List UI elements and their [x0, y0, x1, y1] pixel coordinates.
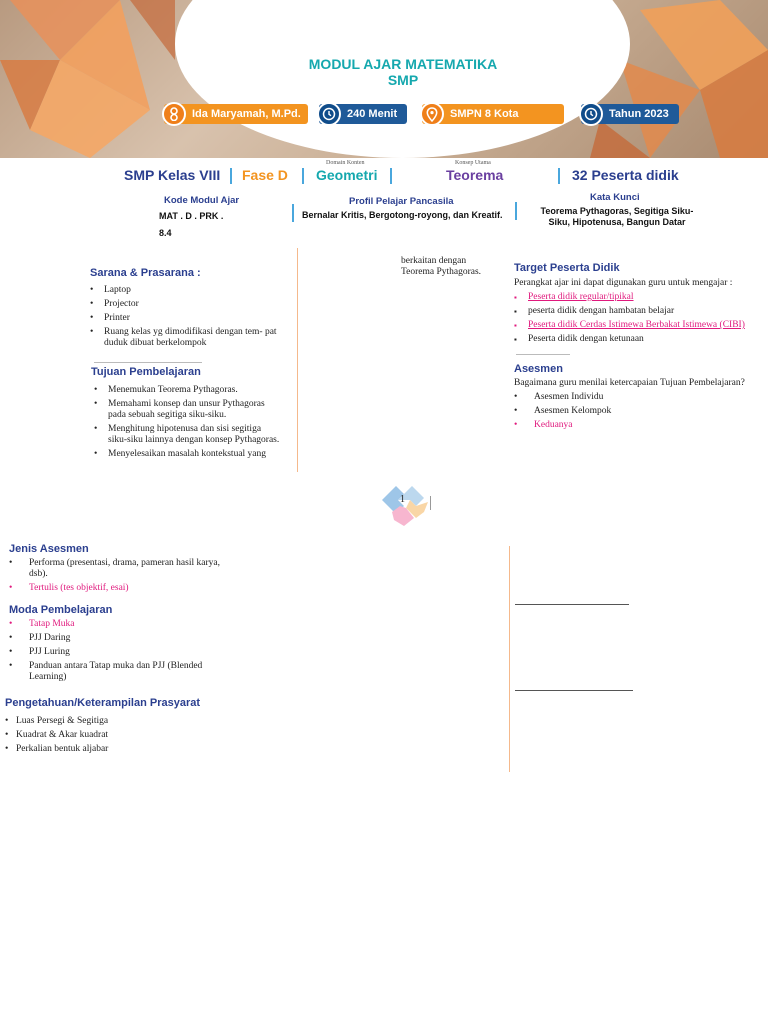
- title-line-2: SMP: [387, 72, 419, 88]
- clock-icon: [579, 102, 603, 126]
- separator: [230, 168, 232, 184]
- divider: [515, 690, 633, 691]
- module-code-line-2: 8.4: [159, 228, 172, 238]
- duration-pill: [319, 104, 407, 124]
- assessment-types-heading: Jenis Asesmen: [9, 543, 89, 555]
- list-item: • Tatap Muka: [9, 619, 239, 630]
- separator: [292, 204, 294, 222]
- header-banner: [0, 0, 768, 158]
- concept-label: Konsep Utama: [455, 160, 491, 166]
- assessment-types-list: [9, 558, 239, 597]
- objective-continuation: berkaitan dengan Teorema Pythagoras.: [401, 256, 482, 277]
- assessment-list: [514, 392, 714, 434]
- student-count: 32 Peserta didik: [572, 167, 679, 183]
- year-pill: [581, 104, 679, 124]
- learning-objectives-heading: Tujuan Pembelajaran: [91, 366, 201, 378]
- divider: [516, 354, 570, 355]
- list-item: • PJJ Daring: [9, 633, 239, 644]
- column-divider: [297, 248, 298, 472]
- phase: Fase D: [242, 167, 288, 183]
- list-item: • Asesmen Individu: [514, 392, 714, 403]
- facilities-heading: Sarana & Prasarana :: [90, 267, 201, 279]
- module-code-line-1: MAT . D . PRK .: [159, 211, 224, 221]
- list-item: • Luas Persegi & Segitiga: [5, 716, 235, 727]
- list-item: • Kuadrat & Akar kuadrat: [5, 730, 235, 741]
- learning-objectives-list: [94, 385, 280, 463]
- pancasila-profile: Bernalar Kritis, Bergotong-royong, dan Kreatif.: [302, 210, 503, 220]
- title-line-1: MODUL AJAR MATEMATIKA: [308, 56, 498, 72]
- keywords-label: Kata Kunci: [590, 192, 640, 203]
- domain-label: Domain Konten: [326, 160, 365, 166]
- duration-text: 240 Menit: [347, 108, 398, 120]
- separator: [515, 202, 517, 220]
- page-number-badge: [376, 478, 432, 530]
- list-item: • Perkalian bentuk aljabar: [5, 744, 235, 755]
- list-item: • Menemukan Teorema Pythagoras.: [94, 385, 280, 396]
- list-item: • Tertulis (tes objektif, esai): [9, 583, 239, 594]
- divider: [94, 362, 202, 363]
- target-intro: Perangkat ajar ini dapat digunakan guru untuk mengajar :: [514, 278, 733, 288]
- prerequisites-list: [5, 716, 235, 758]
- clock-icon: [317, 102, 341, 126]
- column-divider: [509, 546, 510, 772]
- learning-mode-heading: Moda Pembelajaran: [9, 604, 113, 616]
- list-item: • Ruang kelas yg dimodifikasi dengan tem- pat duduk dibuat berkelompok: [90, 327, 290, 349]
- location-pin-icon: [420, 102, 444, 126]
- keywords: Teorema Pythagoras, Segitiga Siku-Siku, Hipotenusa, Bangun Datar: [540, 206, 694, 227]
- pancasila-profile-label: Profil Pelajar Pancasila: [349, 196, 454, 207]
- list-item: ▪ Peserta didik dengan ketunaan: [514, 334, 768, 345]
- assessment-question: Bagaimana guru menilai ketercapaian Tujuan Pembelajaran?: [514, 378, 745, 388]
- separator: [430, 496, 431, 510]
- school-pill: [422, 104, 564, 124]
- list-item: • Keduanya: [514, 420, 714, 431]
- assessment-heading: Asesmen: [514, 363, 563, 375]
- list-item: • Menyelesaikan masalah kontekstual yang: [94, 449, 280, 460]
- list-item: ▪ Peserta didik regular/tipikal: [514, 292, 768, 303]
- target-students-list: [514, 292, 768, 348]
- list-item: • Panduan antara Tatap muka dan PJJ (Blended Learning): [9, 661, 239, 683]
- separator: [302, 168, 304, 184]
- author-pill: [164, 104, 308, 124]
- list-item: ▪ Peserta didik Cerdas Istimewa Berbakat Istimewa (CIBI): [514, 320, 768, 331]
- list-item: • Memahami konsep dan unsur Pythagoras pada sebuah segitiga siku-siku.: [94, 399, 280, 421]
- domain: Geometri: [316, 167, 378, 183]
- page-number: 1: [400, 494, 405, 505]
- target-students-heading: Target Peserta Didik: [514, 262, 620, 274]
- school-name: SMPN 8 Kota: [450, 108, 519, 120]
- module-code-label: Kode Modul Ajar: [164, 195, 240, 206]
- list-item: • Menghitung hipotenusa dan sisi segitiga siku-siku lainnya dengan konsep Pythagoras.: [94, 424, 280, 446]
- year-text: Tahun 2023: [609, 108, 669, 120]
- list-item: • Printer: [90, 313, 290, 324]
- class-level: SMP Kelas VIII: [124, 167, 221, 183]
- list-item: ▪ peserta didik dengan hambatan belajar: [514, 306, 768, 317]
- prerequisites-heading: Pengetahuan/Keterampilan Prasyarat: [5, 697, 201, 709]
- facilities-list: [90, 285, 290, 352]
- learning-mode-list: [9, 619, 239, 686]
- list-item: • Performa (presentasi, drama, pameran hasil karya, dsb).: [9, 558, 239, 580]
- separator: [558, 168, 560, 184]
- separator: [390, 168, 392, 184]
- divider: [515, 604, 629, 605]
- list-item: • PJJ Luring: [9, 647, 239, 658]
- list-item: • Asesmen Kelompok: [514, 406, 714, 417]
- list-item: • Laptop: [90, 285, 290, 296]
- person-icon: [162, 102, 186, 126]
- list-item: • Projector: [90, 299, 290, 310]
- author-name: Ida Maryamah, M.Pd.: [192, 108, 301, 120]
- main-concept: Teorema: [446, 167, 504, 183]
